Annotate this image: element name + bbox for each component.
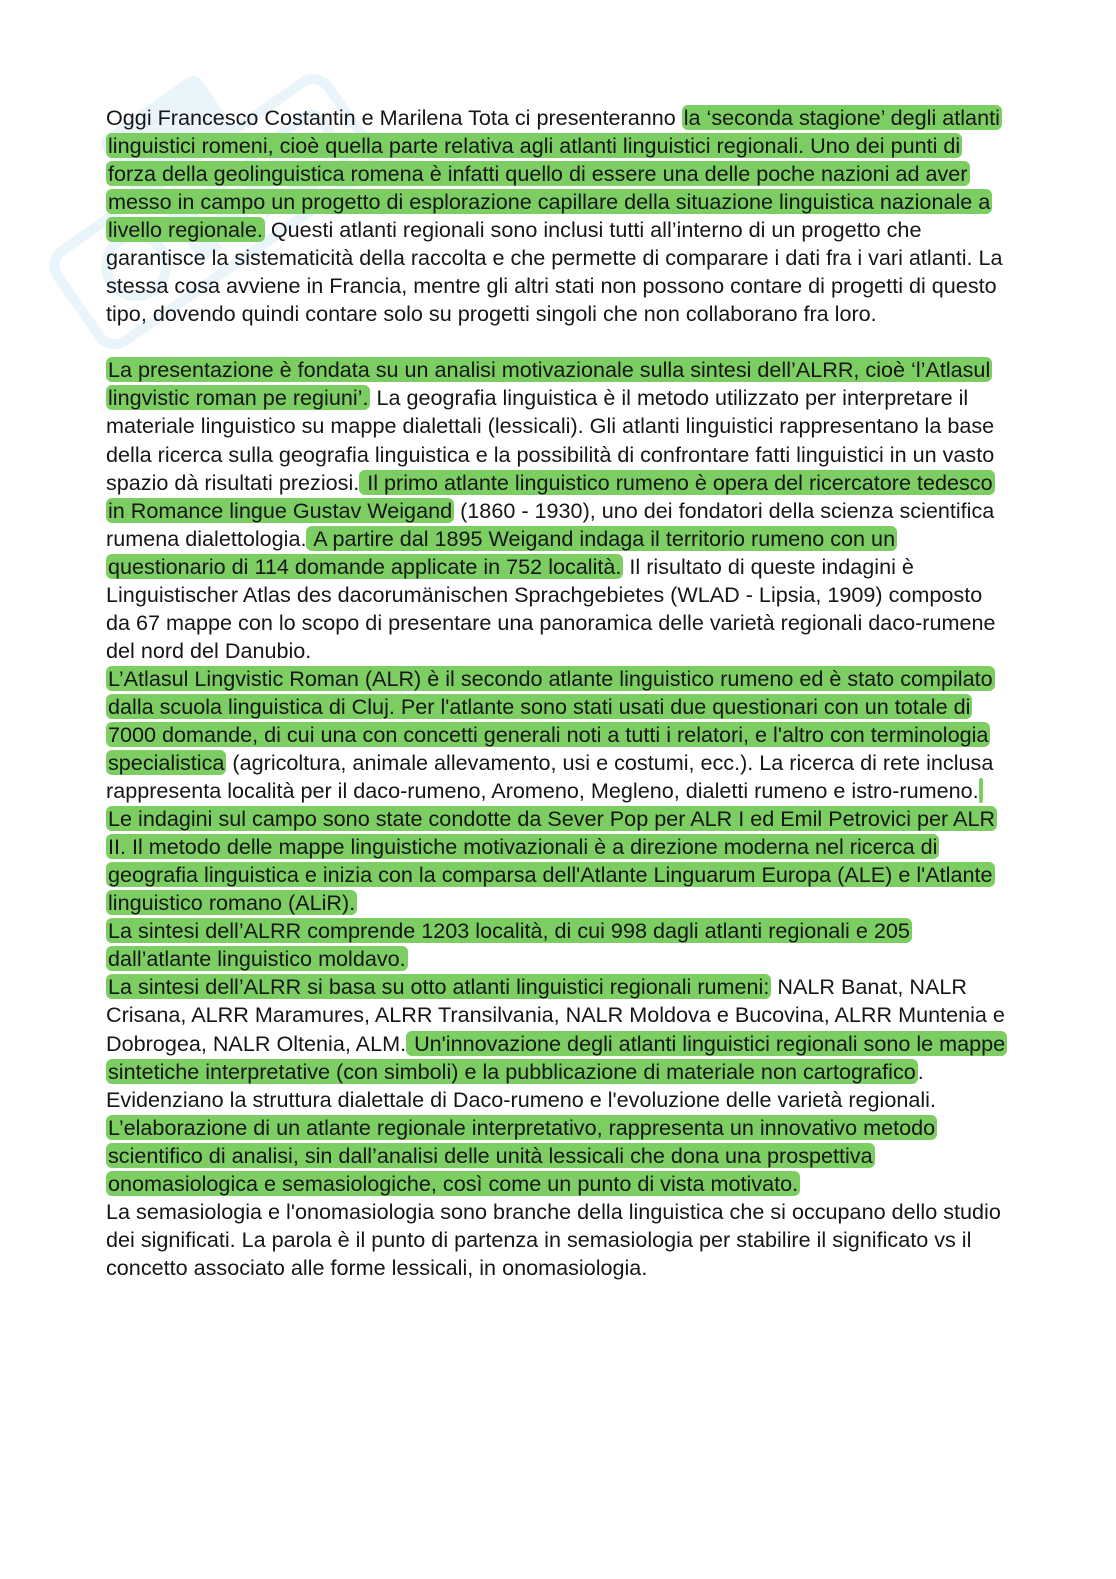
- paragraph: [106, 665, 1006, 917]
- highlighted-text: La presentazione è fondata su un analisi motivazionale sulla sintesi dell’ALRR, cioè ‘l’Atlasul lingvistic roman pe regiuni’.: [108, 357, 991, 411]
- paragraph: [106, 1198, 1006, 1282]
- highlighted-text: La sintesi dell’ALRR si basa su otto atlanti linguistici regionali rumeni:: [108, 974, 770, 1000]
- text-run: Oggi Francesco Costantin e Marilena Tota ci presenteranno: [106, 105, 682, 130]
- highlighted-text: A partire dal 1895 Weigand indaga il territorio rumeno con un questionario di 114 domande applicate in 752 località.: [108, 525, 896, 579]
- text-run: Questi atlanti regionali sono inclusi tutti all’interno di un progetto che garantisce la sistematicità della raccolta e che permette di comparare i dati fra i vari atlanti. La stessa cosa avviene in Francia, mentre gli altri stati non possono contare di progetti di questo tipo, dovendo quindi contare solo su progetti singoli che non collaborano fra loro.: [106, 217, 1003, 327]
- paragraph: [106, 356, 1006, 665]
- highlighted-text: Il primo atlante linguistico rumeno è opera del ricercatore tedesco in Romance lingue Gustav Weigand: [108, 469, 993, 523]
- highlighted-text: Un'innovazione degli atlanti linguistici regionali sono le mappe sintetiche interpretative (con simboli) e la pubblicazione di materiale non cartografico: [108, 1030, 1006, 1084]
- text-run: (1860 - 1930), uno dei fondatori della scienza scientifica rumena dialettologia.: [106, 497, 995, 551]
- highlighted-text: Le indagini sul campo sono state condotte da Sever Pop per ALR I ed Emil Petrovici per ALR II. Il metodo delle mappe linguistiche motivazionali è a direzione moderna nel ricerca di geografia linguistica e inizia con la comparsa dell'Atlante Linguarum Europa (ALE) e l'Atlante linguistico romano (ALiR).: [106, 778, 997, 915]
- text-run: . Evidenziano la struttura dialettale di Daco-rumeno e l'evoluzione delle varietà regionali.: [106, 1058, 936, 1112]
- text-run: (agricoltura, animale allevamento, usi e costumi, ecc.). La ricerca di rete inclusa rappresenta località per il daco-rumeno, Aromeno, Megleno, dialetti rumeno e istro-rumeno.: [106, 750, 994, 804]
- highlighted-text: L’elaborazione di un atlante regionale interpretativo, rappresenta un innovativo metodo scientifico di analisi, sin dall’analisi delle unità lessicali che dona una prospettiva onomasiologica e semasiologiche, così come un punto di vista motivato.: [108, 1114, 936, 1196]
- text-run: La semasiologia e l'onomasiologia sono branche della linguistica che si occupano dello studio dei significati. La parola è il punto di partenza in semasiologia per stabilire il significato vs il concetto associato alle forme lessicali, in onomasiologia.: [106, 1198, 1001, 1280]
- paragraph: [106, 917, 1006, 973]
- text-run: La geografia linguistica è il metodo utilizzato per interpretare il materiale linguistico su mappe dialettali (lessicali). Gli atlanti linguistici rappresentano la base della ricerca sulla geografia linguistica e la possibilità di confrontare fatti linguistici in un vasto spazio dà risultati preziosi.: [106, 385, 995, 495]
- highlighted-text: La sintesi dell’ALRR comprende 1203 località, di cui 998 dagli atlanti regionali e 205 dall’atlante linguistico moldavo.: [108, 918, 910, 972]
- document-body: [106, 104, 1006, 1282]
- highlighted-text: L’Atlasul Lingvistic Roman (ALR) è il secondo atlante linguistico rumeno ed è stato compilato dalla scuola linguistica di Cluj. Per l'atlante sono stati usati due questionari con un totale di 7000 domande, di cui una con concetti generali noti a tutti i relatori, e l'altro con terminologia specialistica: [108, 665, 993, 776]
- text-run: Il risultato di queste indagini è Linguistischer Atlas des dacorumänischen Sprachgebietes (WLAD - Lipsia, 1909) composto da 67 mappe con lo scopo di presentare una panoramica delle varietà regionali daco-rumene del nord del Danubio.: [106, 553, 996, 663]
- paragraph: [106, 104, 1006, 328]
- text-run: NALR Banat, NALR Crisana, ALRR Maramures, ALRR Transilvania, NALR Moldova e Bucovina, ALRR Muntenia e Dobrogea, NALR Oltenia, ALM.: [106, 974, 1005, 1056]
- highlighted-text: la ‘seconda stagione’ degli atlanti linguistici romeni, cioè quella parte relativa agli atlanti linguistici regionali. Uno dei punti di forza della geolinguistica romena è infatti quello di essere una delle poche nazioni ad aver messo in campo un progetto di esplorazione capillare della situazione linguistica nazionale a livello regionale.: [108, 105, 1000, 243]
- paragraph: [106, 973, 1006, 1113]
- paragraph: [106, 1114, 1006, 1198]
